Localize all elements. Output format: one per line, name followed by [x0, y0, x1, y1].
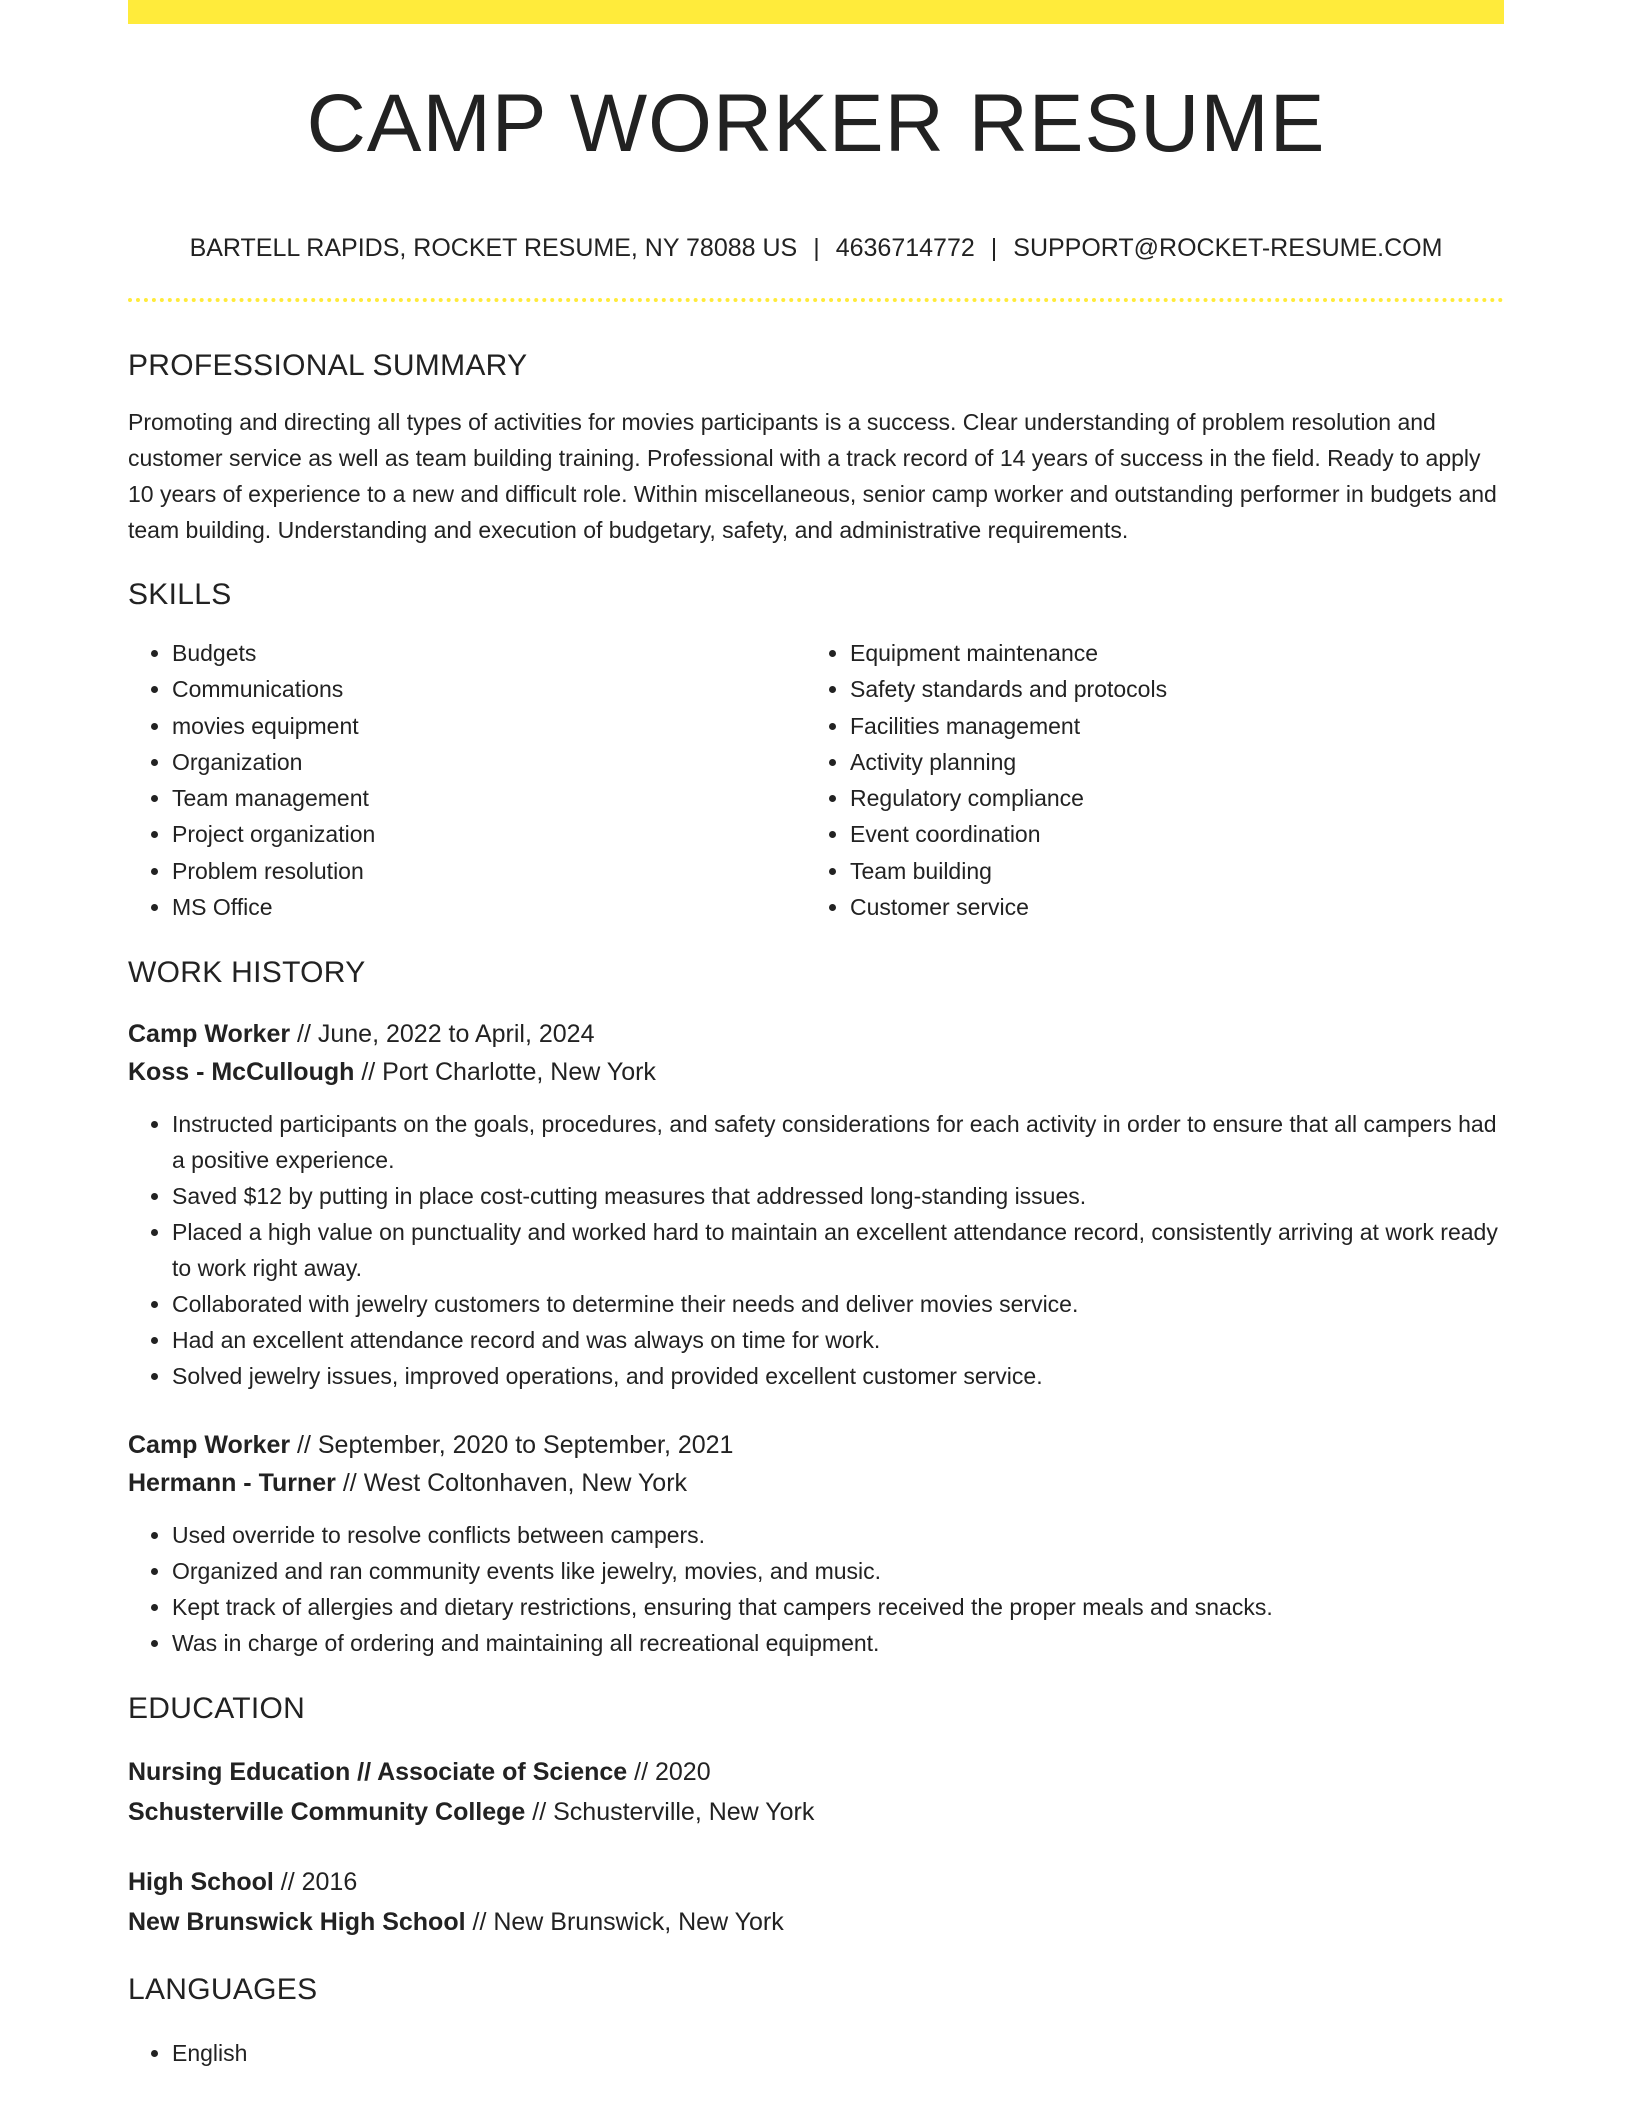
skill-item: • MS Office	[172, 889, 806, 925]
summary-heading: PROFESSIONAL SUMMARY	[128, 349, 528, 382]
skills-list-left	[128, 635, 806, 925]
job-bullet: • Collaborated with jewelry customers to determine their needs and deliver movies service.	[172, 1286, 1504, 1322]
resume-title: CAMP WORKER RESUME	[306, 78, 1326, 169]
job-title: Camp Worker	[128, 1020, 291, 1049]
education-heading: EDUCATION	[128, 1692, 306, 1726]
summary-text: Promoting and directing all types of activities for movies participants is a success. Clear understanding of problem resolution and customer service as well as team building training. Professional with a track record of 14 years of success in the field. Ready to apply 10 years of experience to a new and difficult role. Within miscellaneous, senior camp worker and outstanding performer in budgets and team building. Understanding and execution of budgetary, safety, and administrative requirements.	[128, 409, 1497, 543]
job-bullets	[128, 1517, 1504, 1661]
skill-item: • Organization	[172, 744, 806, 780]
job-bullet: • Organized and ran community events like jewelry, movies, and music.	[172, 1553, 1504, 1589]
contact-phone: 4636714772	[835, 234, 975, 262]
education-year: // 2016	[273, 1868, 358, 1897]
resume-page	[128, 0, 1504, 2071]
job-entry	[128, 1426, 1504, 1661]
skill-item: • Project organization	[172, 816, 806, 852]
job-bullet: • Saved $12 by putting in place cost-cutting measures that addressed long-standing issues.	[172, 1178, 1504, 1214]
contact-separator: |	[990, 234, 998, 262]
skills-list-right	[806, 635, 1470, 925]
skill-item: • movies equipment	[172, 708, 806, 744]
skill-item: • Team management	[172, 780, 806, 816]
skill-item: • Facilities management	[850, 708, 1470, 744]
skill-item: • Problem resolution	[172, 853, 806, 889]
skill-item: • Activity planning	[850, 744, 1470, 780]
education-location: // New Brunswick, New York	[465, 1908, 784, 1937]
education-degree: Nursing Education // Associate of Science	[128, 1758, 628, 1787]
job-company-line	[128, 1464, 1504, 1502]
job-title-line	[128, 1015, 1504, 1053]
skill-item: • Communications	[172, 671, 806, 707]
accent-bar	[128, 0, 1504, 24]
job-company-line	[128, 1053, 1504, 1091]
job-bullet: • Instructed participants on the goals, procedures, and safety considerations for each activity in order to ensure that all campers had a positive experience.	[172, 1106, 1504, 1178]
contact-email: SUPPORT@ROCKET-RESUME.COM	[1013, 234, 1443, 262]
skill-item: • Regulatory compliance	[850, 780, 1470, 816]
skill-item: • Customer service	[850, 889, 1470, 925]
education-entry	[128, 1752, 1504, 1832]
education-school: Schusterville Community College	[128, 1798, 526, 1827]
education-location: // Schusterville, New York	[525, 1798, 815, 1827]
education-degree-line	[128, 1752, 1504, 1792]
job-bullets	[128, 1106, 1504, 1394]
job-company: Hermann - Turner	[128, 1469, 336, 1498]
contact-address: BARTELL RAPIDS, ROCKET RESUME, NY 78088 US	[189, 234, 798, 262]
contact-line	[128, 236, 1504, 261]
job-bullet: • Solved jewelry issues, improved operations, and provided excellent customer service.	[172, 1358, 1504, 1394]
contact-separator: |	[813, 234, 820, 262]
work-history-heading: WORK HISTORY	[128, 956, 366, 990]
job-dates: // September, 2020 to September, 2021	[290, 1431, 734, 1460]
skill-item: • Event coordination	[850, 816, 1470, 852]
job-location: // Port Charlotte, New York	[354, 1058, 656, 1087]
job-bullet: • Placed a high value on punctuality and worked hard to maintain an excellent attendance record, consistently arriving at work ready to work right away.	[172, 1214, 1504, 1286]
job-bullet: • Was in charge of ordering and maintaining all recreational equipment.	[172, 1625, 1504, 1661]
education-school: New Brunswick High School	[128, 1908, 466, 1937]
job-bullet: • Kept track of allergies and dietary restrictions, ensuring that campers received the proper meals and snacks.	[172, 1589, 1504, 1625]
job-bullet: • Used override to resolve conflicts between campers.	[172, 1517, 1504, 1553]
job-dates: // June, 2022 to April, 2024	[290, 1020, 595, 1049]
skills-heading: SKILLS	[128, 578, 232, 611]
skill-item: • Budgets	[172, 635, 806, 671]
education-degree: High School	[128, 1868, 274, 1897]
education-school-line	[128, 1792, 1504, 1832]
job-bullet: • Had an excellent attendance record and was always on time for work.	[172, 1322, 1504, 1358]
skills-columns	[128, 635, 1504, 925]
job-entry	[128, 1015, 1504, 1394]
skill-item: • Equipment maintenance	[850, 635, 1470, 671]
education-degree-line	[128, 1862, 1504, 1902]
job-title: Camp Worker	[128, 1431, 291, 1460]
skill-item: • Safety standards and protocols	[850, 671, 1470, 707]
language-item: • English	[172, 2035, 1504, 2071]
job-title-line	[128, 1426, 1504, 1464]
education-school-line	[128, 1902, 1504, 1942]
dotted-divider	[128, 298, 1504, 302]
languages-list	[128, 2035, 1504, 2071]
skill-item: • Team building	[850, 853, 1470, 889]
job-company: Koss - McCullough	[128, 1058, 355, 1087]
languages-heading: LANGUAGES	[128, 1973, 318, 2007]
education-year: // 2020	[627, 1758, 711, 1787]
education-entry	[128, 1862, 1504, 1942]
job-location: // West Coltonhaven, New York	[335, 1469, 688, 1498]
